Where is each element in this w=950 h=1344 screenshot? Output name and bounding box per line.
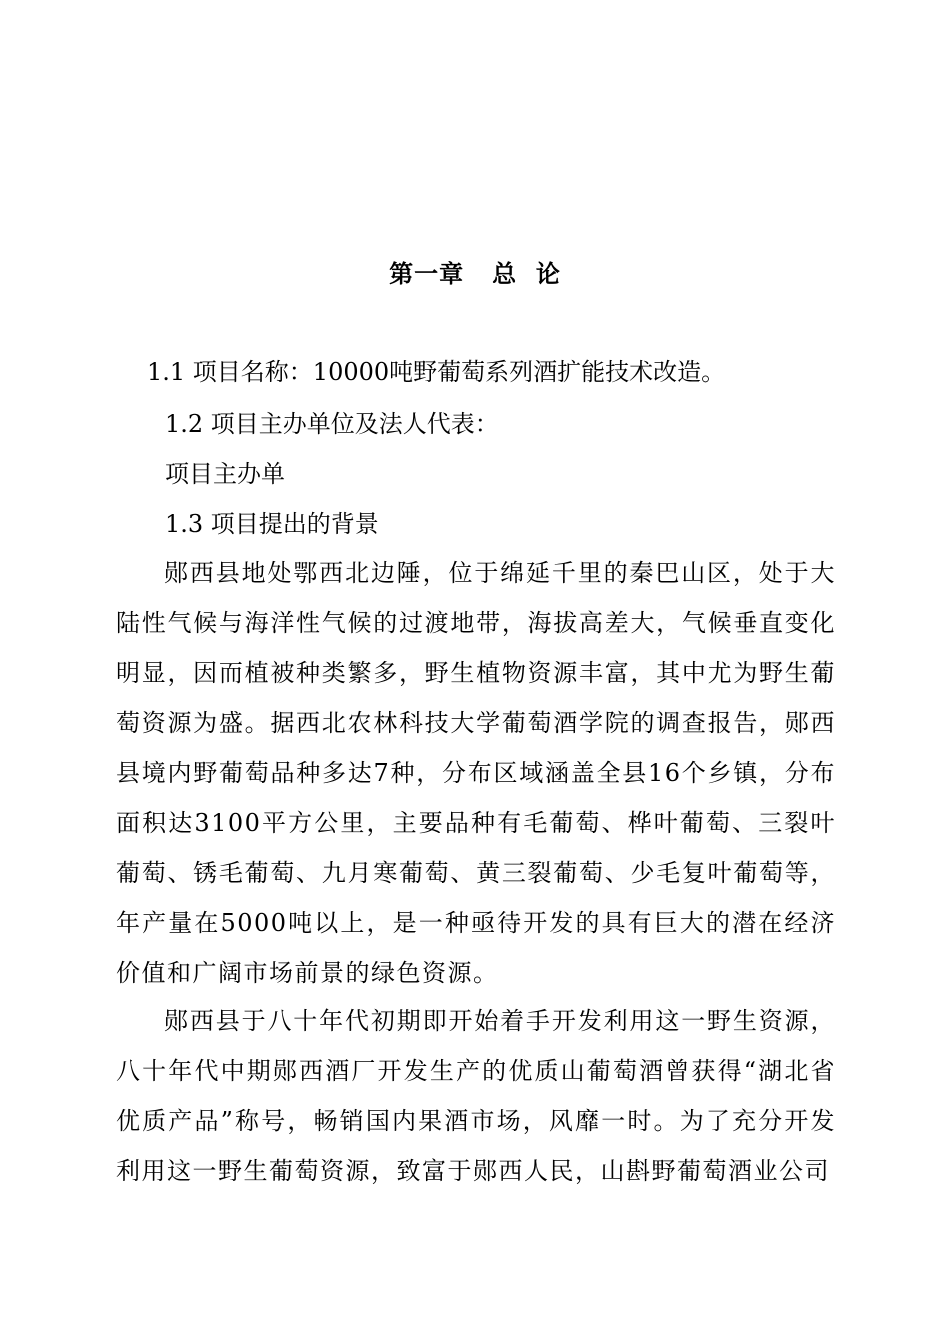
section-1-2-sponsor-text: 项目主办单	[165, 460, 285, 488]
background-paragraph-1: 郧西县地处鄂西北边陲，位于绵延千里的秦巴山区，处于大陆性气候与海洋性气候的过渡地带，海拔高差大，气候垂直变化明显，因而植被种类繁多，野生植物资源丰富，其中尤为野生葡萄资源为盛。据西北农林科技大学葡萄酒学院的调查报告，郧西县境内野葡萄品种多达7种，分布区域涵盖全县16个乡镇，分布面积达3100平方公里，主要品种有毛葡萄、桦叶葡萄、三裂叶葡萄、锈毛葡萄、九月寒葡萄、黄三裂葡萄、少毛复叶葡萄等，年产量在5000吨以上，是一种亟待开发的具有巨大的潜在经济价值和广阔市场前景的绿色资源。	[116, 559, 836, 987]
section-1-2-sponsor-heading: 1.2 项目主办单位及法人代表：	[165, 410, 499, 438]
section-1-1-project-name: 1.1 项目名称：10000吨野葡萄系列酒扩能技术改造。	[147, 358, 726, 386]
section-1-3-background-heading: 1.3 项目提出的背景	[165, 510, 379, 538]
chapter-title: 第一章 总 论	[389, 260, 561, 288]
background-paragraph-2: 郧西县于八十年代初期即开始着手开发利用这一野生资源，八十年代中期郧西酒厂开发生产的优质山葡萄酒曾获得“湖北省优质产品”称号，畅销国内果酒市场，风靡一时。为了充分开发利用这一野生葡萄资源，致富于郧西人民，山斟野葡萄酒业公司	[116, 1007, 836, 1185]
